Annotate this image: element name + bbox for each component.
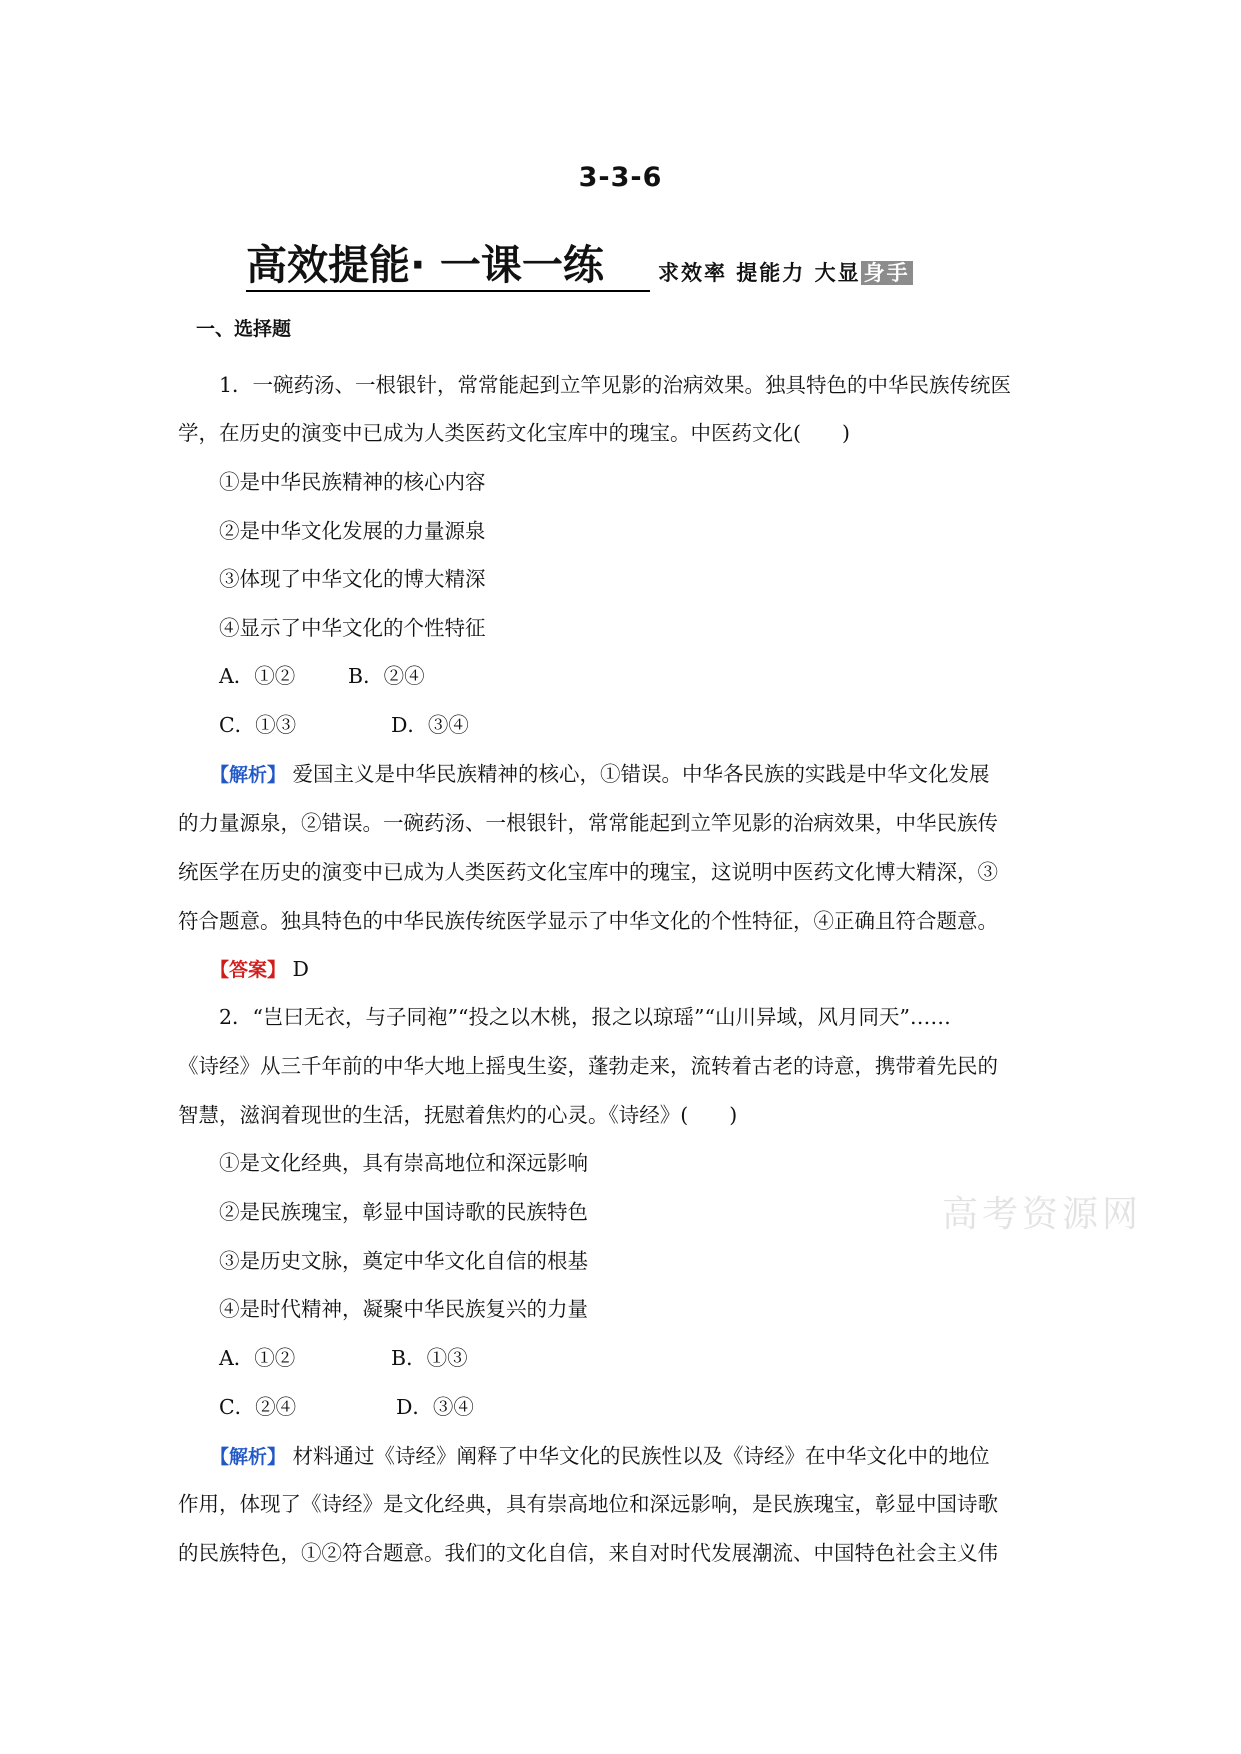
q1-option-c: C．①③ (219, 713, 297, 737)
banner-title: 高效提能· 一课一练 (246, 240, 650, 292)
q1-item-4: ④显示了中华文化的个性特征 (219, 616, 486, 640)
watermark: 高考资源网 (942, 1194, 1143, 1235)
banner-subtitle-text: 求效率 提能力 大显 (658, 261, 861, 285)
q2-analysis-line1 (210, 1441, 990, 1472)
q2-option-c: C．②④ (219, 1395, 297, 1419)
q1-analysis-text1: 爱国主义是中华民族精神的核心，①错误。中华各民族的实践是中华文化发展 (292, 762, 990, 786)
q1-analysis-line2: 的力量源泉，②错误。一碗药汤、一根银针，常常能起到立竿见影的治病效果，中华民族传 (178, 811, 998, 835)
q1-answer: D (292, 957, 309, 981)
q1-analysis-tag: 【解析】 (210, 764, 287, 786)
q1-answer-line (210, 954, 309, 985)
q1-analysis-line3: 统医学在历史的演变中已成为人类医药文化宝库中的瑰宝，这说明中医药文化博大精深，③ (178, 860, 998, 884)
q1-item-1: ①是中华民族精神的核心内容 (219, 470, 486, 494)
q1-analysis-line4: 符合题意。独具特色的中华民族传统医学显示了中华文化的个性特征，④正确且符合题意。 (178, 909, 998, 933)
q2-analysis-line3: 的民族特色，①②符合题意。我们的文化自信，来自对时代发展潮流、中国特色社会主义伟 (178, 1541, 998, 1565)
q2-option-d: D．③④ (396, 1395, 474, 1419)
q2-analysis-tag: 【解析】 (210, 1446, 287, 1468)
q1-stem-line2: 学，在历史的演变中已成为人类医药文化宝库中的瑰宝。中医药文化( ) (178, 421, 850, 445)
q2-analysis-text1: 材料通过《诗经》阐释了中华文化的民族性以及《诗经》在中华文化中的地位 (292, 1444, 990, 1468)
q2-item-4: ④是时代精神，凝聚中华民族复兴的力量 (219, 1297, 588, 1321)
banner-subtitle (658, 258, 913, 288)
q1-analysis-line1 (210, 759, 990, 790)
q1-option-d: D．③④ (391, 713, 469, 737)
q2-item-3: ③是历史文脉，奠定中华文化自信的根基 (219, 1249, 588, 1273)
q1-option-b: B．②④ (348, 664, 425, 688)
q1-stem-line1: 1．一碗药汤、一根银针，常常能起到立竿见影的治病效果。独具特色的中华民族传统医 (219, 373, 1012, 397)
q2-item-2: ②是民族瑰宝，彰显中国诗歌的民族特色 (219, 1200, 588, 1224)
q2-item-1: ①是文化经典，具有崇高地位和深远影响 (219, 1151, 588, 1175)
q1-option-a: A．①② (219, 664, 296, 688)
q2-stem-line1: 2．“岂曰无衣，与子同袍”“投之以木桃，报之以琼瑶”“山川异域，风月同天”…… (219, 1005, 951, 1029)
page-number: 3-3-6 (578, 162, 663, 193)
q2-option-a: A．①② (219, 1346, 296, 1370)
q2-stem-line3: 智慧，滋润着现世的生活，抚慰着焦灼的心灵。《诗经》( ) (178, 1103, 738, 1127)
banner-subtitle-highlight: 身手 (861, 261, 913, 285)
section-title: 一、选择题 (196, 318, 292, 340)
q2-analysis-line2: 作用，体现了《诗经》是文化经典，具有崇高地位和深远影响，是民族瑰宝，彰显中国诗歌 (178, 1492, 998, 1516)
q1-item-2: ②是中华文化发展的力量源泉 (219, 519, 486, 543)
q1-item-3: ③体现了中华文化的博大精深 (219, 567, 486, 591)
q2-stem-line2: 《诗经》从三千年前的中华大地上摇曳生姿，蓬勃走来，流转着古老的诗意，携带着先民的 (178, 1054, 998, 1078)
q1-answer-tag: 【答案】 (210, 959, 287, 981)
q2-option-b: B．①③ (391, 1346, 468, 1370)
